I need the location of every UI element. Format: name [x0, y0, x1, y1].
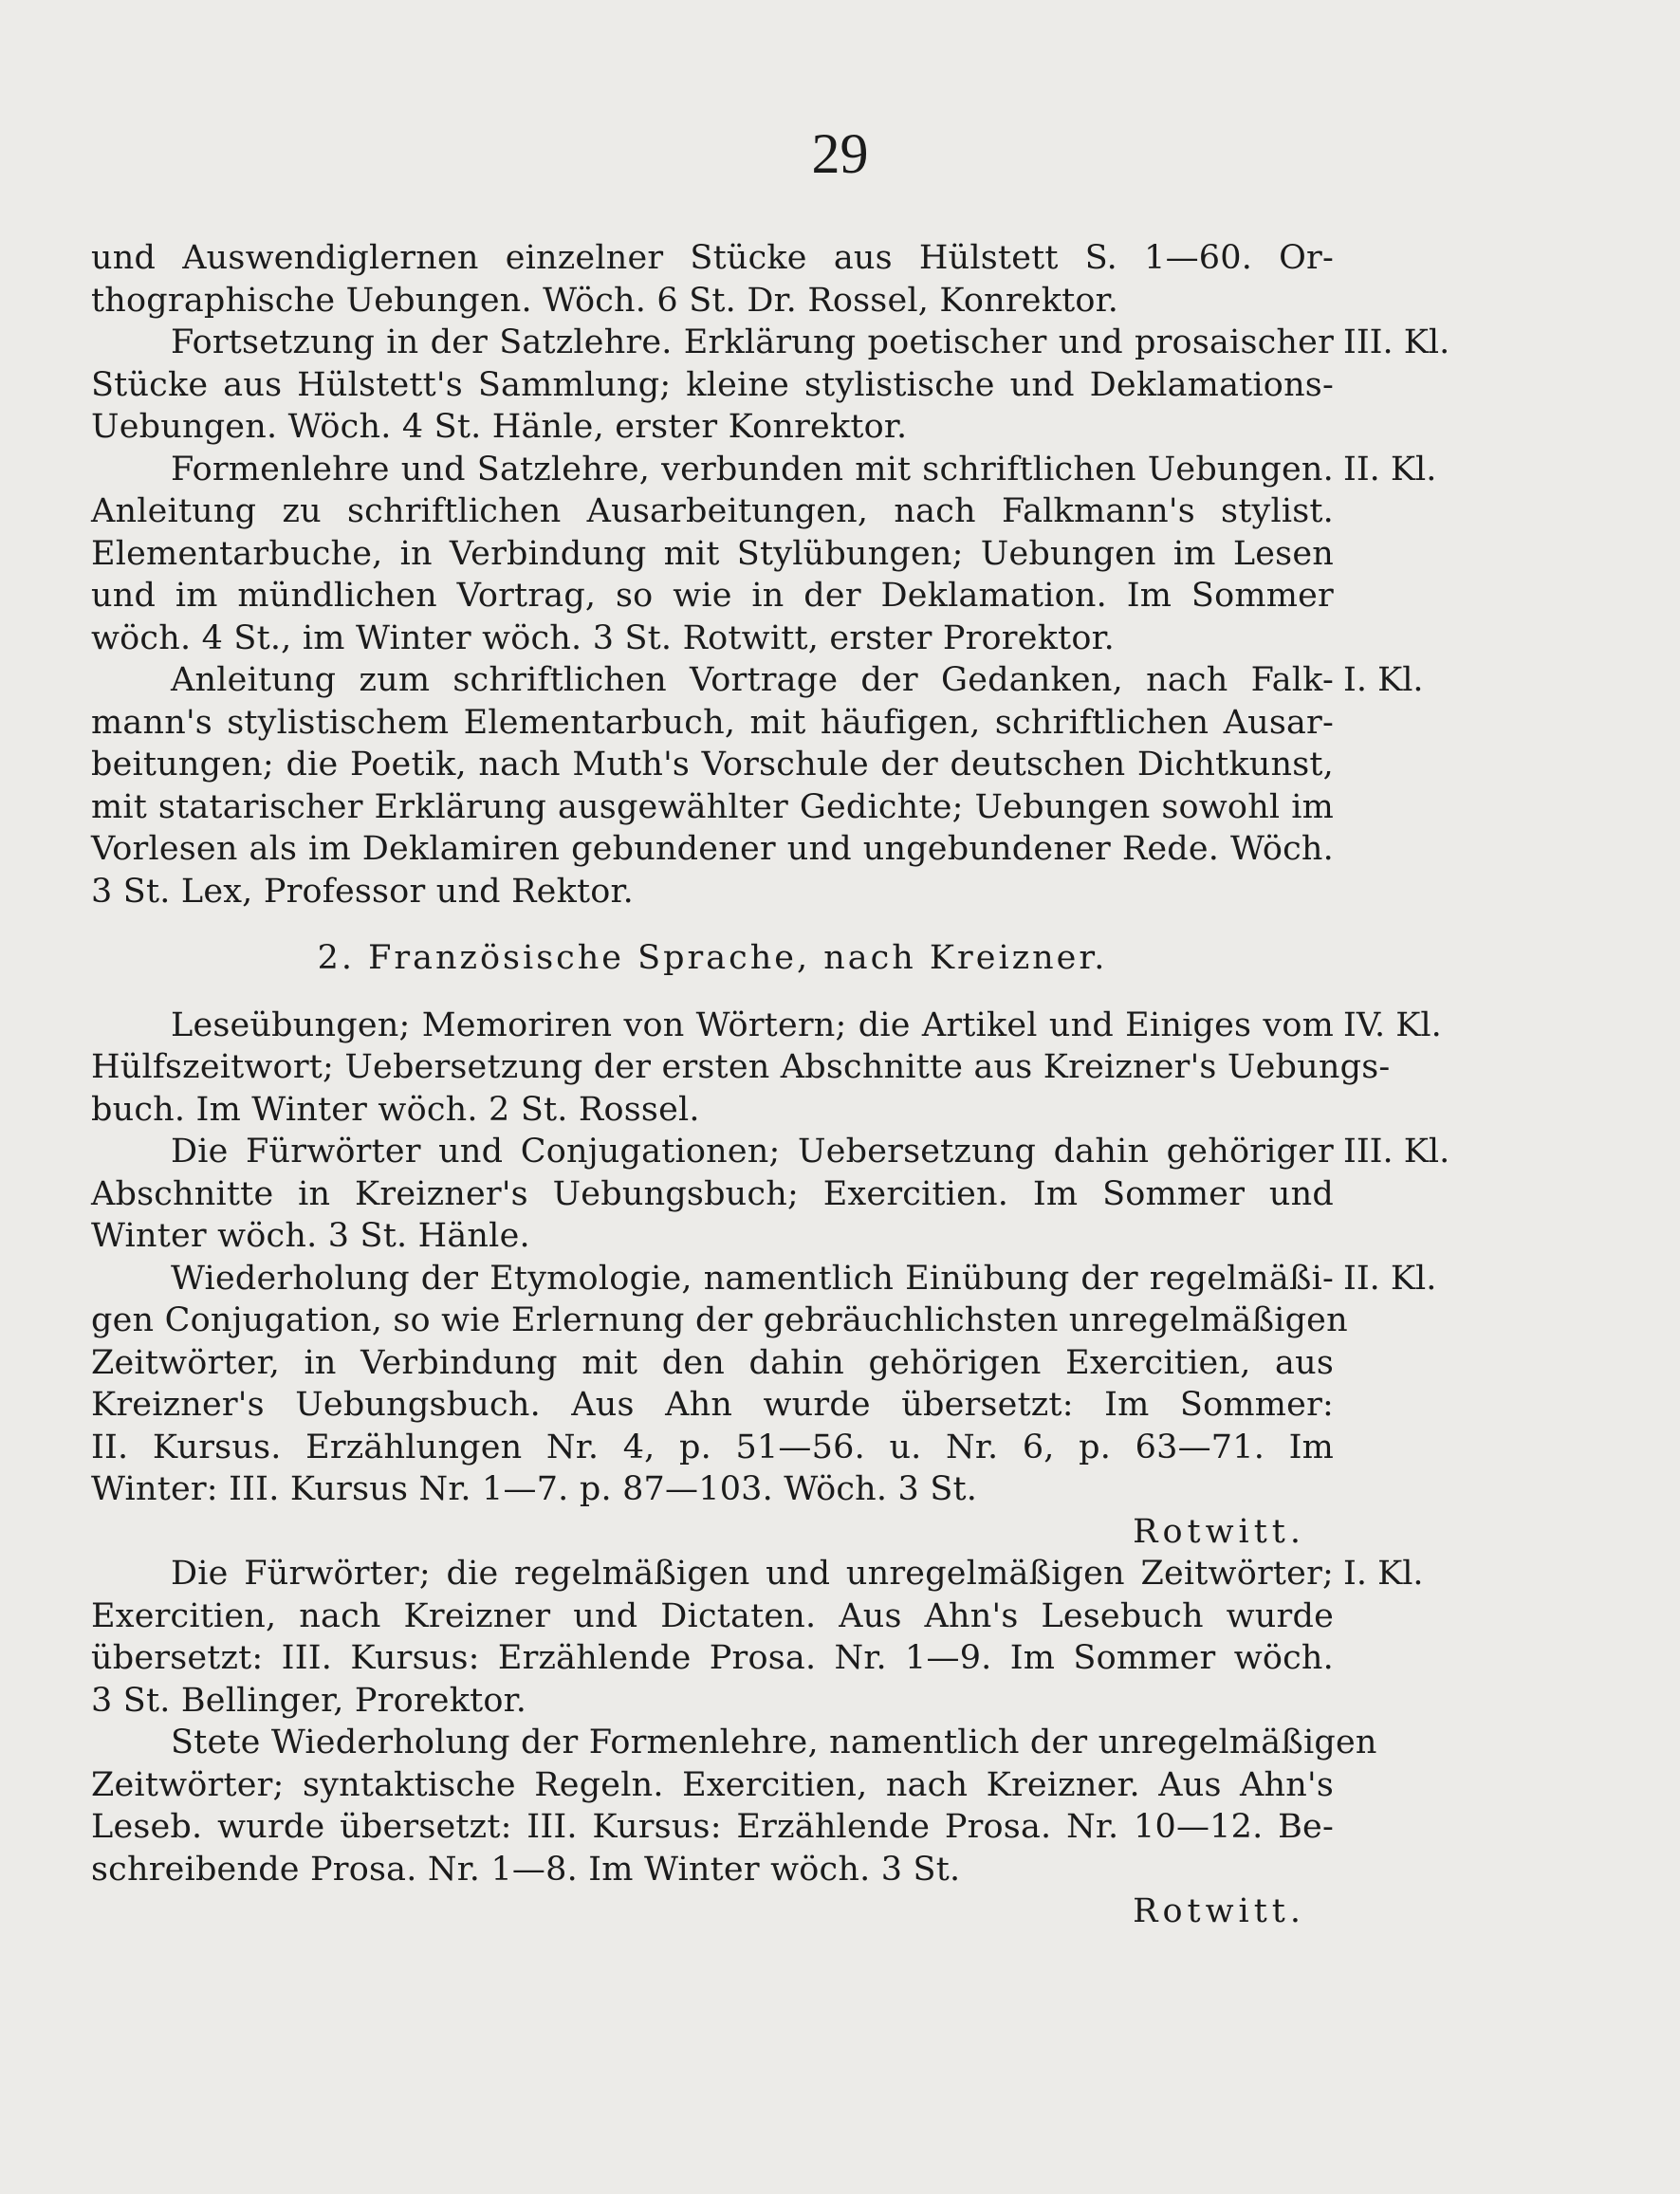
text-line: Zeitwörter, in Verbindung mit den dahin gehörigen Exercitien, aus	[91, 1343, 1334, 1382]
page-number: 29	[811, 122, 869, 185]
text-line: Winter: III. Kursus Nr. 1—7. p. 87—103. Wöch. 3 St.	[91, 1470, 978, 1508]
class-label: IV. Kl.	[1343, 1005, 1442, 1044]
text-line: Anleitung zu schriftlichen Ausarbeitungen, nach Falkmann's stylist.	[91, 492, 1334, 530]
text-line: Formenlehre und Satzlehre, verbunden mit schriftlichen Uebungen.	[171, 450, 1334, 489]
text-line: 3 St. Lex, Professor und Rektor.	[91, 872, 634, 911]
text-line: Die Fürwörter und Conjugationen; Uebersetzung dahin gehöriger	[171, 1133, 1334, 1171]
text-line: Stücke aus Hülstett's Sammlung; kleine stylistische und Deklamations-	[91, 365, 1334, 404]
section-heading: 2. Französische Sprache, nach Kreizner.	[317, 939, 1108, 977]
text-line: schreibende Prosa. Nr. 1—8. Im Winter wöch. 3 St.	[91, 1850, 961, 1889]
text-line: übersetzt: III. Kursus: Erzählende Prosa. Nr. 1—9. Im Sommer wöch.	[91, 1639, 1334, 1677]
text-line: Anleitung zum schriftlichen Vortrage der Gedanken, nach Falk-	[171, 661, 1334, 699]
text-block-class-ii	[91, 449, 1486, 660]
text-line: Leseübungen; Memoriren von Wörtern; die Artikel und Einiges vom	[171, 1005, 1334, 1044]
class-label: I. Kl.	[1343, 1555, 1424, 1593]
text-block-class-i	[91, 659, 1486, 913]
signature-line: Rotwitt.	[1133, 1512, 1305, 1551]
text-block-class-ii	[91, 1258, 1486, 1554]
text-block-continuation	[91, 1722, 1486, 1933]
text-block-class-iv	[91, 1005, 1486, 1132]
text-line: Fortsetzung in der Satzlehre. Erklärung poetischer und prosaischer	[171, 323, 1334, 361]
text-line: Elementarbuche, in Verbindung mit Stylübungen; Uebungen im Lesen	[91, 534, 1334, 573]
text-line: thographische Uebungen. Wöch. 6 St. Dr. Rossel, Konrektor.	[91, 281, 1119, 320]
text-line: Abschnitte in Kreizner's Uebungsbuch; Exercitien. Im Sommer und	[91, 1174, 1334, 1213]
text-line: und Auswendiglernen einzelner Stücke aus Hülstett S. 1—60. Or-	[91, 239, 1334, 277]
text-block-class-iii	[91, 1131, 1486, 1258]
class-label: I. Kl.	[1343, 661, 1424, 699]
text-line: Uebungen. Wöch. 4 St. Hänle, erster Konrektor.	[91, 408, 908, 446]
text-line: Zeitwörter; syntaktische Regeln. Exercitien, nach Kreizner. Aus Ahn's	[91, 1765, 1334, 1804]
text-line: wöch. 4 St., im Winter wöch. 3 St. Rotwitt, erster Prorektor.	[91, 618, 1115, 657]
text-line: 3 St. Bellinger, Prorektor.	[91, 1681, 527, 1720]
class-label: II. Kl.	[1343, 450, 1437, 489]
text-line: gen Conjugation, so wie Erlernung der gebräuchlichsten unregelmäßigen	[91, 1301, 1348, 1339]
text-block-class-iii	[91, 322, 1486, 449]
text-line: Die Fürwörter; die regelmäßigen und unregelmäßigen Zeitwörter;	[171, 1555, 1334, 1593]
text-block-class-i	[91, 1553, 1486, 1722]
text-line: Vorlesen als im Deklamiren gebundener und ungebundener Rede. Wöch.	[91, 830, 1334, 868]
signature-line: Rotwitt.	[1133, 1892, 1305, 1930]
page-content	[91, 237, 1486, 1933]
text-line: II. Kursus. Erzählungen Nr. 4, p. 51—56. u. Nr. 6, p. 63—71. Im	[91, 1428, 1334, 1466]
text-line: Kreizner's Uebungsbuch. Aus Ahn wurde übersetzt: Im Sommer:	[91, 1386, 1334, 1424]
text-block-continuation	[91, 237, 1486, 322]
text-line: buch. Im Winter wöch. 2 St. Rossel.	[91, 1090, 700, 1129]
text-line: beitungen; die Poetik, nach Muth's Vorschule der deutschen Dichtkunst,	[91, 746, 1334, 784]
text-line: Leseb. wurde übersetzt: III. Kursus: Erzählende Prosa. Nr. 10—12. Be-	[91, 1808, 1334, 1846]
text-line: Exercitien, nach Kreizner und Dictaten. Aus Ahn's Lesebuch wurde	[91, 1596, 1334, 1635]
text-line: und im mündlichen Vortrag, so wie in der Deklamation. Im Sommer	[91, 577, 1334, 615]
text-line: mit statarischer Erklärung ausgewählter Gedichte; Uebungen sowohl im	[91, 787, 1334, 826]
text-line: Stete Wiederholung der Formenlehre, namentlich der unregelmäßigen	[171, 1724, 1377, 1761]
class-label: III. Kl.	[1343, 323, 1450, 361]
class-label: II. Kl.	[1343, 1259, 1437, 1298]
class-label: III. Kl.	[1343, 1133, 1450, 1171]
text-line: Winter wöch. 3 St. Hänle.	[91, 1217, 530, 1255]
text-line: Wiederholung der Etymologie, namentlich Einübung der regelmäßi-	[171, 1259, 1334, 1298]
text-line: Hülfszeitwort; Uebersetzung der ersten Abschnitte aus Kreizner's Uebungs-	[91, 1048, 1391, 1086]
text-line: mann's stylistischem Elementarbuch, mit häufigen, schriftlichen Ausar-	[91, 703, 1334, 742]
